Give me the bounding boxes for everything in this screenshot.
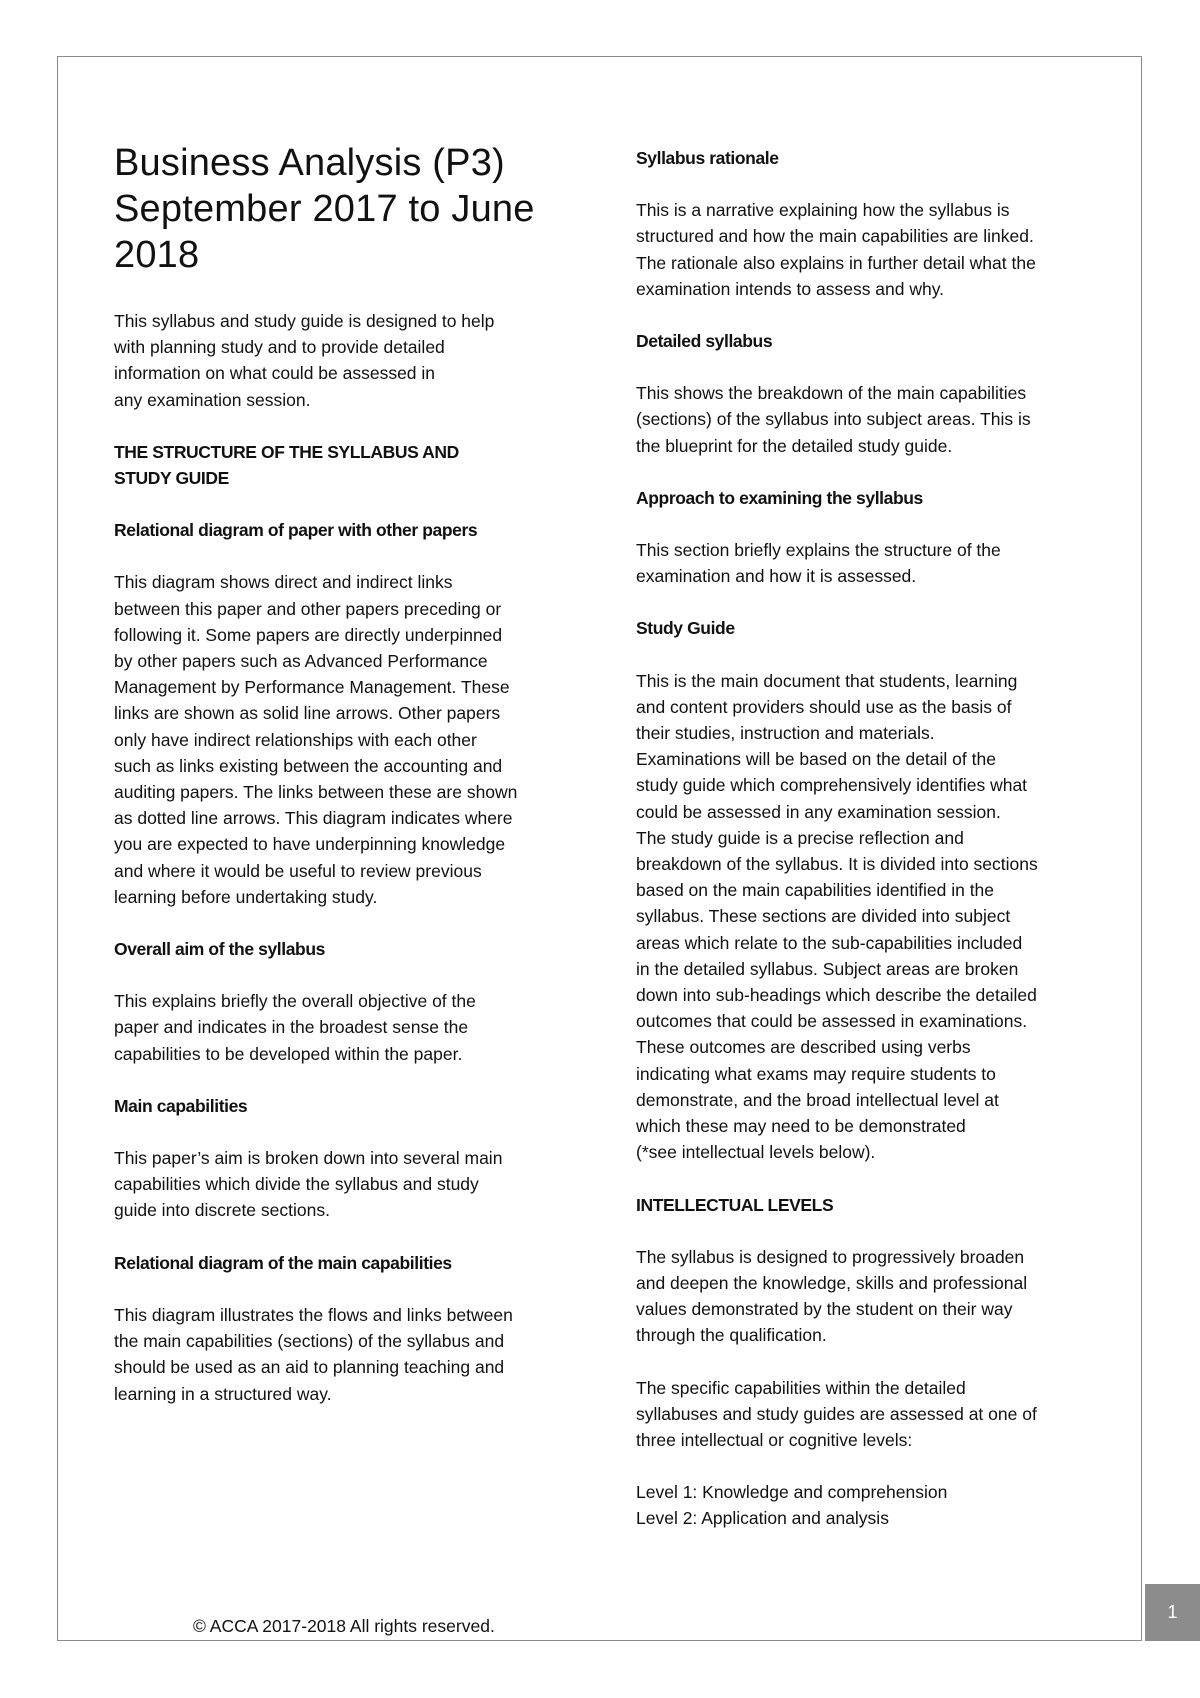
text-line: capabilities which divide the syllabus and study xyxy=(114,1174,479,1195)
text-line: The specific capabilities within the detailed xyxy=(636,1377,966,1398)
text-line: This shows the breakdown of the main capabilities xyxy=(636,383,1027,404)
text-line: capabilities to be developed within the paper. xyxy=(114,1043,463,1064)
detailed-syllabus-text xyxy=(636,380,1091,459)
text-line: THE STRUCTURE OF THE SYLLABUS AND xyxy=(114,441,459,462)
text-line: These outcomes are described using verbs xyxy=(636,1037,971,1058)
text-line: (*see intellectual levels below). xyxy=(636,1142,876,1163)
copyright-footer: © ACCA 2017-2018 All rights reserved. xyxy=(193,1616,495,1636)
detailed-syllabus-heading: Detailed syllabus xyxy=(636,331,773,352)
intellectual-levels-heading: INTELLECTUAL LEVELS xyxy=(636,1194,834,1215)
text-line: This explains briefly the overall objective of the xyxy=(114,991,476,1012)
relational-main-text xyxy=(114,1302,569,1407)
text-line: This is a narrative explaining how the syllabus is xyxy=(636,200,1010,221)
text-line: indicating what exams may require students to xyxy=(636,1063,996,1084)
text-line: in the detailed syllabus. Subject areas are broken xyxy=(636,958,1019,979)
text-line: as dotted line arrows. This diagram indicates where xyxy=(114,808,513,829)
text-line: auditing papers. The links between these are shown xyxy=(114,782,518,803)
text-line: based on the main capabilities identified in the xyxy=(636,880,995,901)
text-line: down into sub-headings which describe the detailed xyxy=(636,985,1037,1006)
text-line: Management by Performance Management. These xyxy=(114,677,510,698)
text-line: Level 2: Application and analysis xyxy=(636,1508,889,1529)
study-guide-text xyxy=(636,668,1091,1166)
text-line: Level 1: Knowledge and comprehension xyxy=(636,1482,948,1503)
rationale-text xyxy=(636,197,1091,302)
text-line: STUDY GUIDE xyxy=(114,468,229,489)
text-line: This is the main document that students, learning xyxy=(636,670,1018,691)
text-line: areas which relate to the sub-capabilities included xyxy=(636,932,1023,953)
text-line: The syllabus is designed to progressively broaden xyxy=(636,1246,1025,1267)
approach-text xyxy=(636,537,1091,589)
text-line: following it. Some papers are directly underpinned xyxy=(114,624,503,645)
intro-text xyxy=(114,308,569,413)
main-capabilities-heading: Main capabilities xyxy=(114,1095,248,1116)
text-line: structured and how the main capabilities are linked. xyxy=(636,226,1034,247)
text-line: The study guide is a precise reflection and xyxy=(636,827,964,848)
text-line: only have indirect relationships with each other xyxy=(114,729,477,750)
aim-text xyxy=(114,988,569,1067)
intellectual-levels-text xyxy=(636,1244,1091,1349)
text-line: This diagram illustrates the flows and links between xyxy=(114,1304,513,1325)
text-line: outcomes that could be assessed in examinations. xyxy=(636,1011,1028,1032)
text-line: which these may need to be demonstrated xyxy=(636,1116,966,1137)
text-line: with planning study and to provide detailed xyxy=(114,337,445,358)
approach-heading: Approach to examining the syllabus xyxy=(636,487,923,508)
text-line: and content providers should use as the basis of xyxy=(636,696,1012,717)
text-line: through the qualification. xyxy=(636,1325,827,1346)
text-line: the main capabilities (sections) of the syllabus and xyxy=(114,1331,505,1352)
text-line: This paper’s aim is broken down into several main xyxy=(114,1148,503,1169)
text-line: the blueprint for the detailed study guide. xyxy=(636,435,953,456)
text-line: their studies, instruction and materials. xyxy=(636,723,935,744)
study-guide-heading: Study Guide xyxy=(636,618,735,639)
text-line: information on what could be assessed in xyxy=(114,363,436,384)
main-capabilities-text xyxy=(114,1145,569,1224)
text-line: study guide which comprehensively identifies what xyxy=(636,775,1028,796)
text-line: paper and indicates in the broadest sense the xyxy=(114,1017,469,1038)
text-line: by other papers such as Advanced Performance xyxy=(114,651,488,672)
text-line: This diagram shows direct and indirect links xyxy=(114,572,453,593)
text-line: such as links existing between the accounting and xyxy=(114,755,503,776)
text-line: examination intends to assess and why. xyxy=(636,278,945,299)
text-line: syllabus. These sections are divided into subject xyxy=(636,906,1011,927)
text-line: Examinations will be based on the detail of the xyxy=(636,749,996,770)
intellectual-levels-text-2 xyxy=(636,1375,1091,1454)
document-title: Business Analysis (P3) September 2017 to June 2018 xyxy=(114,142,535,276)
text-line: (sections) of the syllabus into subject areas. This is xyxy=(636,409,1031,430)
right-column xyxy=(636,145,1091,1532)
text-line: This syllabus and study guide is designed to help xyxy=(114,311,495,331)
text-line: guide into discrete sections. xyxy=(114,1200,330,1221)
text-line: between this paper and other papers preceding or xyxy=(114,598,502,619)
rationale-heading: Syllabus rationale xyxy=(636,148,779,168)
text-line: values demonstrated by the student on their way xyxy=(636,1299,1013,1320)
text-line: should be used as an aid to planning teaching and xyxy=(114,1357,505,1378)
text-line: any examination session. xyxy=(114,389,311,410)
text-line: The rationale also explains in further detail what the xyxy=(636,252,1036,273)
aim-heading: Overall aim of the syllabus xyxy=(114,939,325,960)
text-line: links are shown as solid line arrows. Other papers xyxy=(114,703,501,724)
text-line: three intellectual or cognitive levels: xyxy=(636,1429,913,1450)
text-line: demonstrate, and the broad intellectual level at xyxy=(636,1089,999,1110)
text-line: examination and how it is assessed. xyxy=(636,566,917,587)
text-line: could be assessed in any examination session. xyxy=(636,801,1001,822)
text-line: learning in a structured way. xyxy=(114,1383,332,1404)
text-line: syllabuses and study guides are assessed at one of xyxy=(636,1403,1037,1424)
page-number: 1 xyxy=(1145,1584,1200,1641)
levels-list xyxy=(636,1479,1091,1531)
relational-main-heading: Relational diagram of the main capabilities xyxy=(114,1252,452,1273)
left-column xyxy=(114,140,569,1407)
text-line: This section briefly explains the structure of the xyxy=(636,540,1001,561)
relational-heading: Relational diagram of paper with other papers xyxy=(114,520,478,541)
relational-text xyxy=(114,569,569,910)
text-line: and where it would be useful to review previous xyxy=(114,860,482,881)
text-line: breakdown of the syllabus. It is divided into sections xyxy=(636,854,1038,875)
text-line: you are expected to have underpinning knowledge xyxy=(114,834,506,855)
structure-heading xyxy=(114,439,569,491)
text-line: and deepen the knowledge, skills and professional xyxy=(636,1272,1028,1293)
text-line: learning before undertaking study. xyxy=(114,886,378,907)
